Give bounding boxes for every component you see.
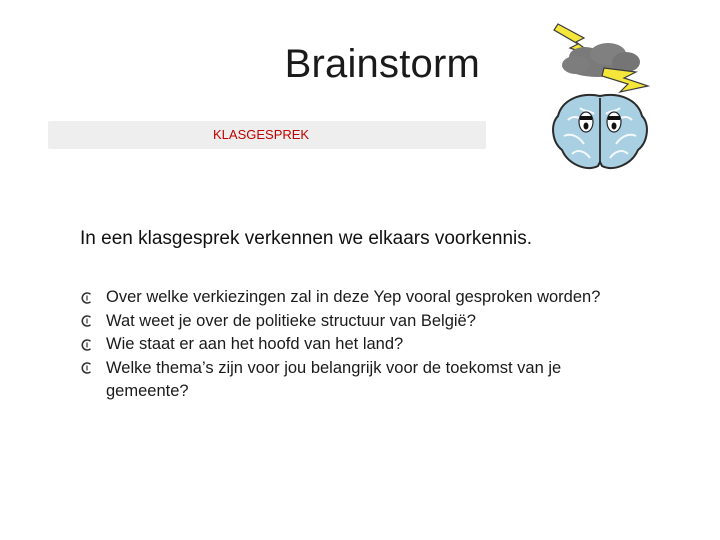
list-item [80,357,640,404]
bullet-text: Wie staat er aan het hoofd van het land? [106,335,404,353]
wingdings-bullet-icon [80,286,106,310]
lightning-bolt-icon [602,68,648,92]
slide-title: Brainstorm [284,42,480,86]
wingdings-bullet-icon [80,357,106,381]
bullet-text: Welke thema’s zijn voor jou belangrijk voor de toekomst van je gemeente? [106,358,562,400]
subtitle-bar [48,121,486,149]
list-item [80,286,640,310]
bullet-text: Wat weet je over de politieke structuur van België? [106,311,476,330]
wingdings-bullet-icon [80,333,106,357]
list-item [80,310,640,334]
list-item [80,333,640,357]
bullet-text: Over welke verkiezingen zal in deze Yep vooral gesproken worden? [106,288,601,306]
slide-subtitle: KLASGESPREK [213,127,310,142]
slide-heading: In een klasgesprek verkennen we elkaars voorkennis. [80,228,533,249]
brain-storm-icon [540,12,660,182]
bullet-list [80,286,640,404]
wingdings-bullet-icon [80,310,106,334]
brain-icon [553,95,647,168]
